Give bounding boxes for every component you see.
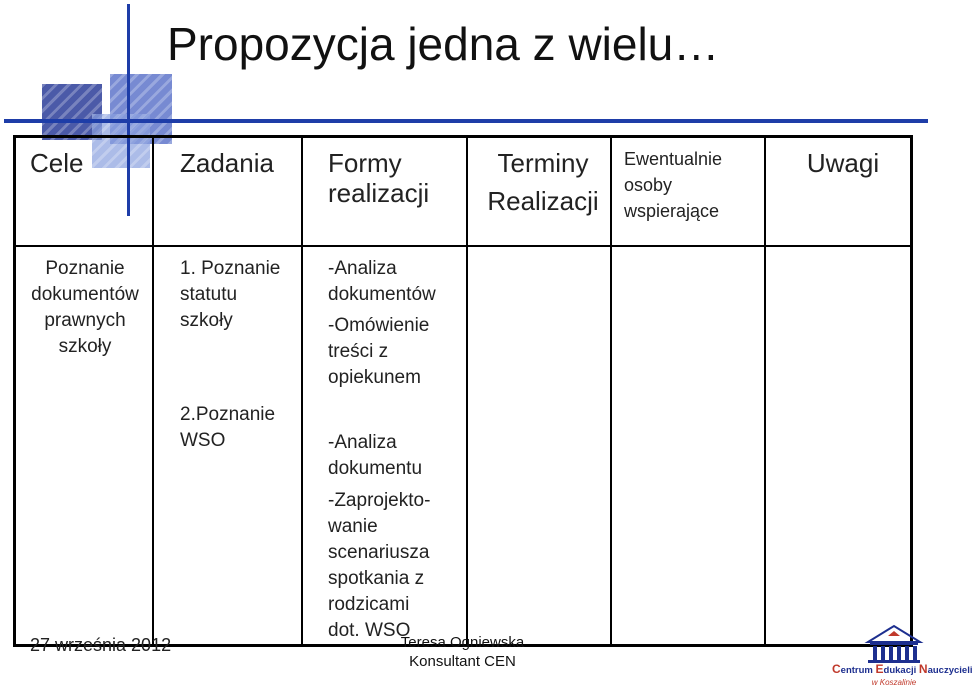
- header-cele: [30, 148, 83, 178]
- cell-text: -Analiza: [328, 258, 397, 279]
- logo-word: auczycieli: [927, 665, 972, 676]
- header-osoby-line: wspierające: [624, 201, 720, 221]
- cell-forma-3: [328, 430, 422, 482]
- cell-zadanie-1: [180, 256, 280, 334]
- logo-letter: C: [832, 662, 841, 676]
- footer-author: [390, 633, 535, 671]
- cell-text: dot. WSO: [328, 620, 411, 641]
- header-zadania: [180, 148, 274, 178]
- cell-forma-4: [328, 488, 430, 644]
- cell-text: prawnych: [44, 310, 126, 331]
- footer-author-role: Konsultant CEN: [409, 653, 516, 670]
- cell-text: -Zaprojekto-: [328, 490, 431, 511]
- column-divider: [466, 138, 468, 644]
- cell-text: dokumentu: [328, 458, 423, 479]
- cell-text: Poznanie: [45, 258, 125, 279]
- header-divider: [16, 245, 910, 247]
- cell-text: opiekunem: [328, 367, 421, 388]
- building-icon: [832, 622, 956, 664]
- column-divider: [764, 138, 766, 644]
- header-uwagi-text: Uwagi: [806, 148, 880, 178]
- cell-cele: [20, 256, 150, 360]
- cell-text: -Analiza: [328, 432, 397, 453]
- header-cele-text: Cele: [30, 148, 84, 178]
- slide-title: Propozycja jedna z wielu…: [167, 18, 720, 70]
- cell-text: wanie: [328, 516, 378, 537]
- cell-text: statutu: [180, 284, 238, 305]
- header-osoby-line: osoby: [624, 175, 673, 195]
- cell-text: -Omówienie: [328, 315, 430, 336]
- footer-author-name: Teresa Ogniewska: [400, 634, 525, 651]
- cell-text: WSO: [180, 430, 226, 451]
- decorative-horizontal-line: [4, 119, 928, 123]
- header-terminy-line: Realizacji: [487, 186, 599, 216]
- column-divider: [610, 138, 612, 644]
- header-formy-line: Formy: [328, 148, 402, 178]
- cell-forma-1: [328, 256, 436, 308]
- cell-text: spotkania z: [328, 568, 425, 589]
- header-formy: [328, 148, 429, 208]
- plan-table: [13, 135, 913, 647]
- header-terminy: [478, 148, 608, 216]
- cell-text: treści z: [328, 341, 389, 362]
- header-osoby: [624, 146, 722, 224]
- cell-text: 1. Poznanie: [180, 258, 281, 279]
- cell-text: scenariusza: [328, 542, 430, 563]
- cell-text: dokumentów: [31, 284, 139, 305]
- footer-date: 27 września 2012: [30, 635, 172, 655]
- cell-zadanie-2: [180, 402, 275, 454]
- logo-letter: N: [918, 662, 928, 676]
- cell-text: 2.Poznanie: [180, 404, 276, 425]
- logo-subtitle: w Koszalinie: [871, 678, 917, 687]
- cell-text: szkoły: [58, 336, 112, 357]
- header-terminy-line: Terminy: [497, 148, 589, 178]
- logo-word: dukacji: [883, 665, 919, 676]
- cen-logo: [832, 622, 972, 696]
- logo-word: entrum: [840, 665, 876, 676]
- cell-text: szkoły: [180, 310, 233, 331]
- cell-text: dokumentów: [328, 284, 436, 305]
- header-uwagi: [773, 148, 913, 178]
- column-divider: [152, 138, 154, 644]
- header-zadania-text: Zadania: [180, 148, 274, 178]
- column-divider: [301, 138, 303, 644]
- cell-text: rodzicami: [328, 594, 410, 615]
- logo-letter: E: [875, 662, 884, 676]
- header-osoby-line: Ewentualnie: [624, 149, 723, 169]
- header-formy-line: realizacji: [328, 178, 430, 208]
- cell-forma-2: [328, 313, 429, 391]
- logo-name: [832, 662, 972, 676]
